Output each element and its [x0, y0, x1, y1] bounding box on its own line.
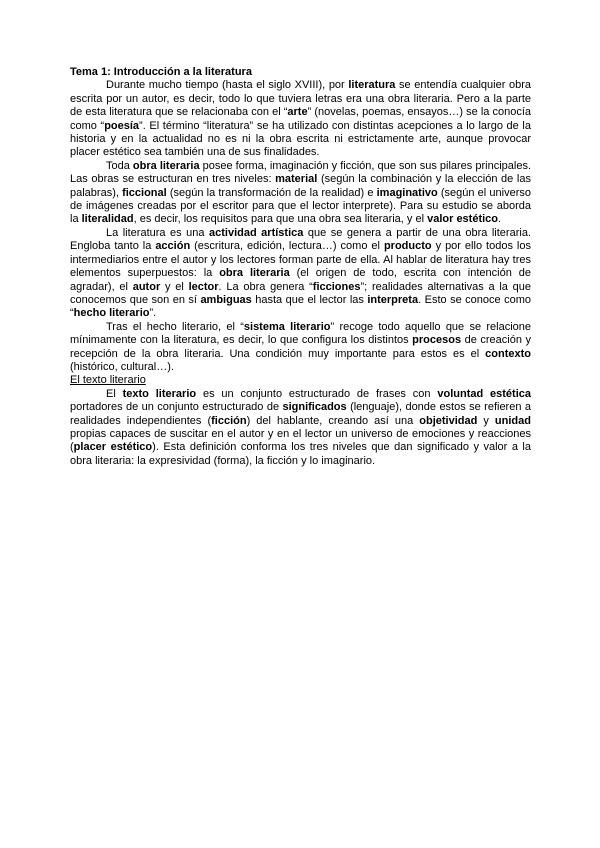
text-run: (histórico, cultural…).: [70, 360, 174, 373]
text-run: ” (novelas, poemas, ensayos…) se la conocía como “: [70, 106, 531, 132]
document-title: Tema 1: Introducción a la literatura: [70, 66, 252, 78]
text-run: y: [477, 414, 495, 427]
text-run: material: [275, 173, 318, 186]
text-run: es un conjunto estructurado de frases con: [196, 387, 438, 400]
text-run: imaginativo: [376, 186, 438, 199]
text-run: Tras el hecho literario, el “: [106, 320, 244, 333]
text-run: texto literario: [122, 387, 197, 400]
text-run: de creación y recepción de la obra literaria. Una condición muy importante para estos es el: [70, 334, 531, 360]
paragraph-texto-literario: [70, 388, 531, 468]
text-run: hasta que el lector las: [251, 293, 368, 306]
text-run: (según la transformación de la realidad) e: [166, 186, 377, 199]
text-run: hecho literario: [73, 307, 150, 320]
text-run: acción: [155, 240, 191, 253]
text-run: unidad: [494, 414, 531, 427]
paragraph-intro-literatura: [70, 79, 531, 159]
text-run: (escritura, edición, lectura…) como el: [190, 240, 384, 253]
document-body: [70, 79, 531, 468]
text-run: ). Esta definición conforma los tres niveles que dan significado y valor a la obra literaria: la expresividad (forma), la ficción y lo imaginario.: [70, 441, 531, 467]
text-run: interpreta: [367, 293, 419, 306]
text-run: ficcional: [122, 186, 167, 199]
text-run: El texto literario: [70, 374, 146, 387]
text-run: literalidad: [81, 213, 134, 226]
text-run: objetividad: [419, 414, 478, 427]
text-run: ”; realidades alternativas a la que conocemos que son en sí: [70, 280, 532, 306]
text-run: ) del hablante, creando así una: [246, 414, 420, 427]
text-run: se entendía cualquier obra escrita por un autor, es decir, todo lo que tuviera letras era una obra literaria. Pero a la parte de esta literatura que se relacionaba con el “: [70, 79, 531, 119]
text-run: portadores de un conjunto estructurado de: [70, 401, 283, 414]
text-run: ficción: [211, 414, 247, 427]
paragraph-obra-literaria: [70, 160, 531, 227]
text-run: ” recoge todo aquello que se relacione mínimamente con la literatura, es decir, lo que configura los distintos: [70, 320, 531, 347]
text-run: ambiguas: [200, 293, 252, 306]
text-run: propias capaces de suscitar en el autor y en el lector un universo de emociones y reacciones (: [70, 427, 531, 454]
text-run: Durante mucho tiempo (hasta el siglo XVIII), por: [106, 79, 349, 92]
text-run: obra literaria: [219, 267, 290, 280]
text-run: El: [106, 387, 123, 400]
text-run: producto: [383, 240, 432, 253]
text-run: contexto: [485, 347, 531, 360]
section-heading-texto-literario: [70, 374, 531, 387]
paragraph-sistema-literario: [70, 321, 531, 375]
text-run: . La obra genera “: [218, 280, 313, 293]
text-run: que se genera a partir de una obra literaria. Engloba tanto la: [70, 226, 531, 253]
text-run: voluntad estética: [437, 387, 532, 400]
text-run: (según el universo de imágenes creadas por el escritor para que el lector interprete). Para su estudio se aborda la: [70, 186, 531, 226]
text-run: procesos: [412, 334, 462, 347]
text-run: .: [498, 213, 502, 226]
text-run: arte: [287, 106, 308, 119]
text-run: Toda: [106, 159, 133, 172]
text-run: ficciones: [312, 280, 361, 293]
text-run: significados: [282, 401, 347, 414]
text-run: (lenguaje), donde estos se refieren a realidades independientes (: [70, 401, 531, 427]
text-run: La literatura es una: [106, 226, 209, 239]
text-run: sistema literario: [243, 320, 331, 333]
paragraph-actividad-artistica: [70, 227, 531, 321]
text-run: placer estético: [73, 441, 153, 454]
text-run: (según la combinación y la elección de las palabras),: [70, 173, 531, 199]
text-run: ”. El término “literatura” se ha utilizado con distintas acepciones a lo largo de la historia y en la actualidad no es ni la obra escrita ni estrictamente arte, aunque provocar placer estético sea también una de sus finalidades.: [70, 119, 531, 159]
text-run: obra literaria: [132, 159, 200, 172]
text-run: posee forma, imaginación y ficción, que son sus pilares principales. Las obras se estructuran en tres niveles:: [70, 159, 531, 186]
text-run: valor estético: [427, 213, 499, 226]
text-run: ”.: [149, 307, 157, 320]
text-run: y el: [160, 280, 189, 293]
text-run: literatura: [348, 79, 396, 92]
text-run: lector: [188, 280, 219, 293]
text-run: (el origen de todo, escrita con intención de agradar), el: [70, 267, 531, 293]
text-run: y por ello todos los intermediarios entre el autor y los lectores forman parte de ella. Al hablar de literatura hay tres elementos superpuestos: la: [70, 240, 531, 280]
text-run: . Esto se conoce como “: [70, 293, 531, 320]
text-run: autor: [132, 280, 161, 293]
text-run: poesía: [104, 119, 140, 132]
text-run: , es decir, los requisitos para que una obra sea literaria, y el: [133, 213, 428, 226]
text-run: actividad artística: [209, 226, 304, 239]
